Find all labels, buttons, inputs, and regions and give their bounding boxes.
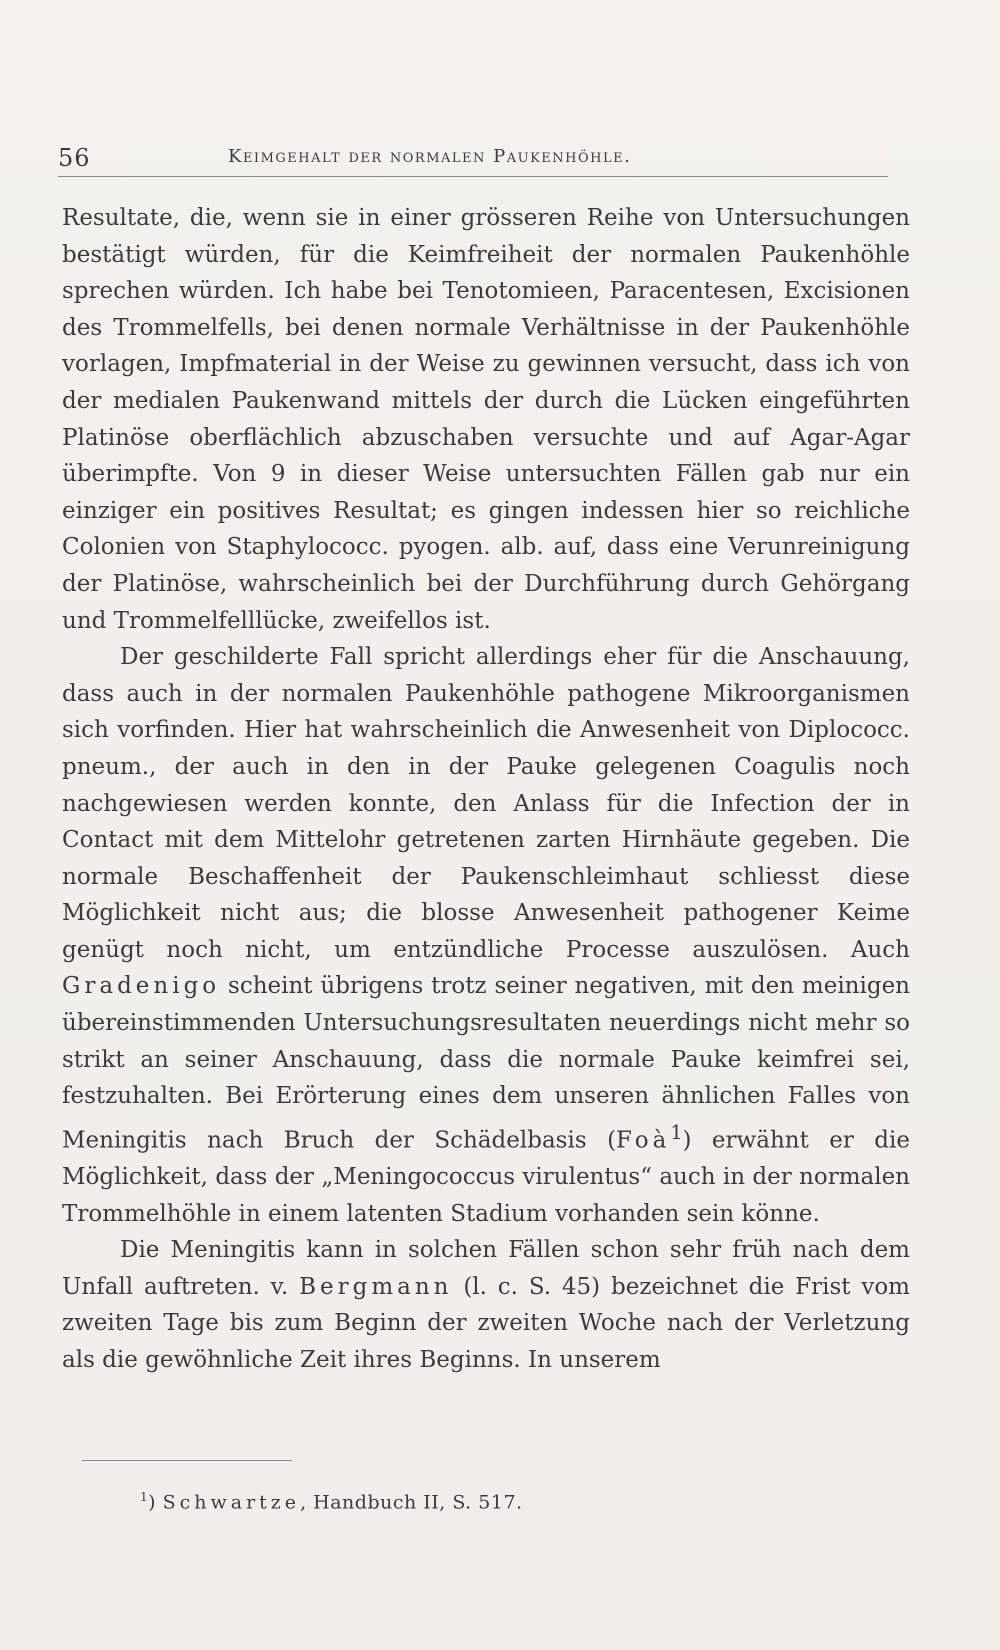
running-title: Keimgehalt der normalen Paukenhöhle. — [228, 146, 632, 167]
author-name-gradenigo: Gradenigo — [62, 973, 221, 1000]
footnote-rule — [82, 1460, 292, 1461]
paragraph-2-part-3: ) erwähnt er die Möglichkeit, dass der „Meningococcus virulentus“ auch in der normalen Trommelhöhle in einem latenten Stadium vorhanden sein könne. — [62, 1127, 911, 1227]
footnote-reference[interactable]: 1 — [670, 1120, 683, 1144]
paragraph-2 — [62, 639, 910, 1232]
paragraph-3-part-1: Die Meningitis kann in solchen Fällen schon sehr früh nach dem Unfall auftreten. v. — [62, 1237, 910, 1300]
paragraph-1 — [62, 200, 910, 639]
footnote-text: , Handbuch II, S. 517. — [300, 1491, 523, 1514]
header-rule — [58, 176, 888, 177]
footnote-marker: 1 — [140, 1490, 149, 1504]
paragraph-1-text: Resultate, die, wenn sie in einer grösseren Reihe von Untersuchungen bestätigt würden, für die Keimfreiheit der normalen Paukenhöhle sprechen würden. Ich habe bei Tenotomieen, Paracentesen, Excisionen des Trommelfells, bei denen normale Verhältnisse in der Paukenhöhle vorlagen, Impfmaterial in der Weise zu gewinnen versucht, dass ich von der medialen Paukenwand mittels der durch die Lücken eingeführten Platinöse oberflächlich abzuschaben versuchte und auf Agar-Agar überimpfte. Von 9 in dieser Weise untersuchten Fällen gab nur ein einziger ein positives Resultat; es gingen indessen hier so reichliche Colonien von Staphylococc. pyogen. alb. auf, dass eine Verunreinigung der Platinöse, wahrscheinlich bei der Durchführung durch Gehörgang und Trommelfelllücke, zweifellos ist. — [62, 205, 910, 634]
paragraph-3-part-2: (l. c. S. 45) bezeichnet die Frist vom zweiten Tage bis zum Beginn der zweiten Woche nach der Verletzung als die gewöhnliche Zeit ihres Beginns. In unserem — [62, 1273, 910, 1374]
page-number: 56 — [58, 144, 91, 172]
page-header — [58, 136, 888, 176]
footnote-author: Schwartze — [162, 1491, 301, 1514]
paragraph-2-part-2: scheint übrigens trotz seiner negativen, mit den meinigen übereinstimmenden Untersuchungsresultaten neuerdings nicht mehr so strikt an seiner Anschauung, dass die normale Pauke keimfrei sei, festzuhalten. Bei Erörterung eines dem unseren ähnlichen Falles von Meningitis nach Bruch der Schädelbasis ( — [62, 973, 910, 1154]
paragraph-2-part-1: Der geschilderte Fall spricht allerdings eher für die Anschauung, dass auch in der normalen Paukenhöhle pathogene Mikroorganismen sich vorfinden. Hier hat wahrscheinlich die Anwesenheit von Diplococc. pneum., der auch in den in der Pauke gelegenen Coagulis noch nachgewiesen werden konnte, den Anlass für die Infection der in Contact mit dem Mittelohr getretenen zarten Hirnhäute gegeben. Die normale Beschaffenheit der Paukenschleimhaut schliesst diese Möglichkeit nicht aus; die blosse Anwesenheit pathogener Keime genügt noch nicht, um entzündliche Processe auszulösen. Auch — [62, 644, 910, 963]
paragraph-3 — [62, 1232, 910, 1378]
footnote: $^1$) Schwartze, Handbuch II, S. 517. — [140, 1490, 523, 1514]
author-name-foa: Foà — [616, 1127, 671, 1154]
body-text — [62, 200, 910, 1379]
author-name-bergmann: Bergmann — [299, 1273, 453, 1300]
